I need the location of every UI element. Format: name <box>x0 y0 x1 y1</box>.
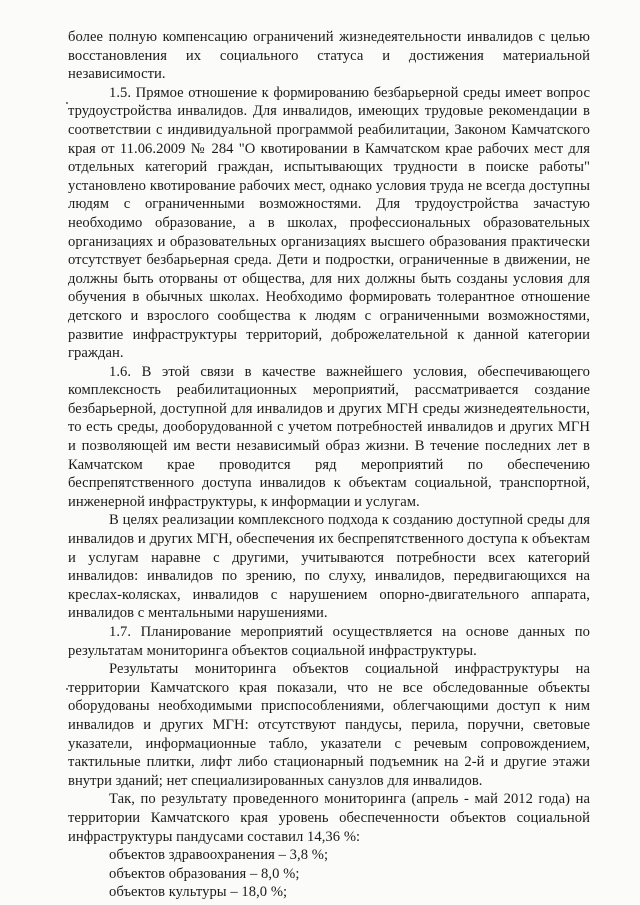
paragraph-monitoring-results: Результаты мониторинга объектов социальной инфраструктуры на территории Камчатского края показали, что не все обследованные объекты оборудованы необходимыми приспособлениями, облегчающими доступ к ним инвалидов и других МГН: отсутствуют пандусы, перила, поручни, световые указатели, информационные табло, указатели с речевым сопровождением, тактильные плитки, лифт либо стационарный подъемник на 2-й и другие этажи внутри зданий; нет специализированных санузлов для инвалидов. <box>68 661 590 789</box>
paragraph-continuation: более полную компенсацию ограничений жизнедеятельности инвалидов с целью восстановления их социального статуса и достижения материальной независимости. <box>68 29 590 83</box>
list-item-culture: объектов культуры – 18,0 %; <box>109 884 288 901</box>
paragraph-1-7: 1.7. Планирование мероприятий осуществляется на основе данных по результатам мониторинга объектов социальной инфраструктуры. <box>68 624 590 659</box>
paragraph-ramps-level: Так, по результату проведенного мониторинга (апрель - май 2012 года) на территории Камчатского края уровень обеспеченности объектов социальной инфраструктуры пандусами составил 14,36 %: <box>68 791 590 845</box>
list-item-healthcare: объектов здравоохранения – 3,8 %; <box>109 847 329 864</box>
scan-speck <box>66 688 68 690</box>
scan-speck <box>66 102 68 104</box>
paragraph-1-6: 1.6. В этой связи в качестве важнейшего условия, обеспечивающего комплексность реабилитационных мероприятий, рассматривается создание безбарьерной, доступной для инвалидов и других МГН среды жизнедеятельности, то есть среды, дооборудованной с учетом потребностей инвалидов и других МГН и позволяющей им вести независимый образ жизни. В течение последних лет в Камчатском крае проводится ряд мероприятий по обеспечению беспрепятственного доступа инвалидов к объектам социальной, транспортной, инженерной инфраструктуры, к информации и услугам. <box>68 363 590 510</box>
paragraph-1-5: 1.5. Прямое отношение к формированию безбарьерной среды имеет вопрос трудоустройства инвалидов. Для инвалидов, имеющих трудовые рекомендации в соответствии с индивидуальной программой реабилитации, Законом Камчатского края от 11.06.2009 № 284 "О квотировании в Камчатском крае рабочих мест для отдельных категорий граждан, испытывающих трудности в поиске работы" установлено квотирование рабочих мест, однако условия труда не всегда доступны людям с ограниченными возможностями. Для трудоустройства зачастую необходимо образование, а в школах, профессиональных образовательных организациях и образовательных организациях высшего образования практически отсутствует безбарьерная среда. Дети и подростки, ограниченные в движении, не должны быть оторваны от общества, для них должны быть созданы условия для обучения в обычных школах. Необходимо формировать толерантное отношение детского и взрослого сообщества к людям с ограниченными возможностями, развитие инфраструктуры территорий, доброжелательной к данной категории граждан. <box>68 84 590 362</box>
list-item-education: объектов образования – 8,0 %; <box>109 865 300 882</box>
document-body <box>68 28 590 902</box>
paragraph-complex-approach: В целях реализации комплексного подхода к созданию доступной среды для инвалидов и других МГН, обеспечения их беспрепятственного доступа к объектам и услугам наравне с другими, учитываются потребности всех категорий инвалидов: инвалидов по зрению, по слуху, инвалидов, передвигающихся на креслах-колясках, инвалидов с нарушением опорно-двигательного аппарата, инвалидов с ментальными нарушениями. <box>68 512 590 622</box>
